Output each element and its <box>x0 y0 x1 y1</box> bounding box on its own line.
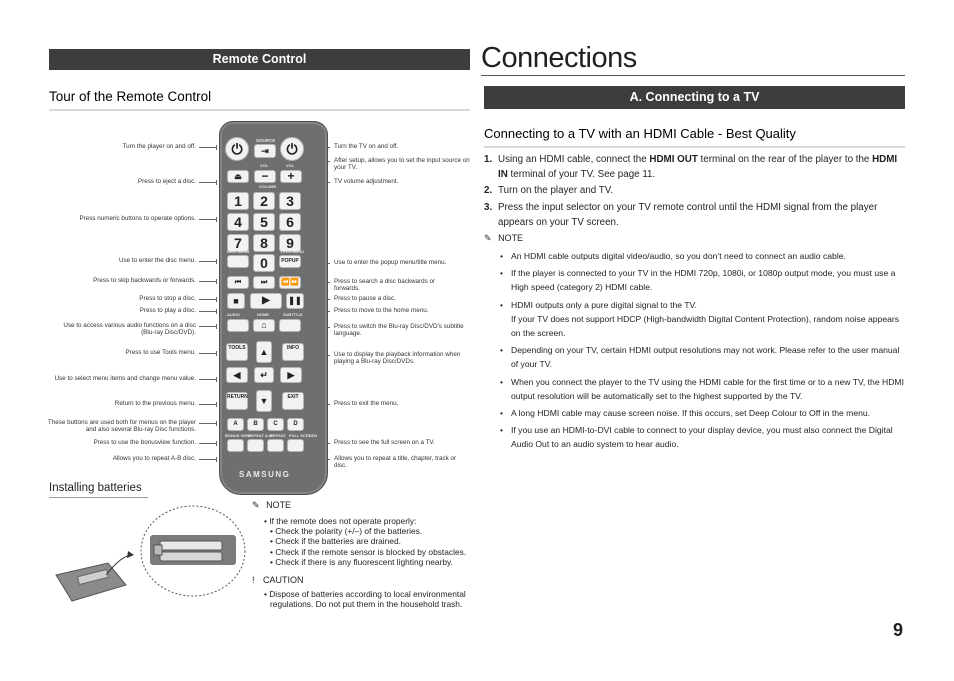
label-audio: Use to access various audio functions on a disc (Blu-ray Disc/DVD). <box>63 322 196 337</box>
note-text: When you connect the player to the TV using the HDMI cable for the first time or to a new TV, the HDMI output resolution will be automatically set to the highest supported by the TV. <box>511 376 904 401</box>
label-tv-power: Turn the TV on and off. <box>334 143 399 150</box>
label-source: After setup, allows you to set the input source on your TV. <box>334 157 470 172</box>
button-d: D <box>287 418 304 431</box>
step-text-part: Using an HDMI cable, connect the <box>498 154 650 165</box>
leader-line <box>199 147 217 148</box>
source-button: ⇥ <box>254 144 276 158</box>
label-search: Press to search a disc backwards or forwards. <box>334 278 436 293</box>
note-item: • If the player is connected to your TV in the HDMI 720p, 1080i, or 1080p output mode, you must use a High speed (category 2) HDMI cable. <box>500 266 906 294</box>
disc-menu-button <box>227 255 249 268</box>
subheading-rule <box>484 146 905 148</box>
volume-down-button: − <box>254 170 276 183</box>
leader-line <box>199 182 217 183</box>
note-text: An HDMI cable outputs digital video/audio, so you don’t need to connect an audio cable. <box>511 251 846 261</box>
full-screen-button <box>287 439 304 452</box>
eject-button: ⏏ <box>227 170 249 183</box>
hdmi-out-term: HDMI OUT <box>649 154 698 165</box>
label-power: Turn the player on and off. <box>122 143 196 150</box>
label-color-buttons: These buttons are used both for menus on the player and also several Blu-ray Disc functions. <box>47 419 196 434</box>
batteries-heading-rule <box>49 497 148 498</box>
repeat-button <box>267 439 284 452</box>
digit-6: 6 <box>279 213 301 231</box>
repeat-ab-label: REPEAT A-B <box>248 433 272 438</box>
bonusview-label: BONUS VIEW <box>225 433 251 438</box>
volume-label: VOLUME <box>259 184 277 189</box>
label-numeric: Press numeric buttons to operate options. <box>79 215 196 222</box>
note-text: HDMI outputs only a pure digital signal to the TV. <box>511 299 697 310</box>
hdmi-subheading: Connecting to a TV with an HDMI Cable - Best Quality <box>484 126 796 141</box>
audio-label: AUDIO <box>227 312 240 317</box>
step-text <box>498 152 905 182</box>
note-label: NOTE <box>498 233 524 243</box>
label-popup: Use to enter the popup menu/title menu. <box>334 259 447 266</box>
label-menu-select: Use to select menu items and change menu value. <box>54 375 196 382</box>
search-button: ⏪⏩ <box>279 276 301 289</box>
leader-line <box>199 281 217 282</box>
caution-line: regulations. Do not put them in the household trash. <box>270 599 463 610</box>
subtitle-label: SUBTITLE <box>283 312 303 317</box>
label-tools: Press to use Tools menu. <box>125 349 196 356</box>
up-arrow-button: ▲ <box>256 341 272 363</box>
digit-8: 8 <box>253 234 275 252</box>
batteries-note-list <box>264 516 474 567</box>
label-bonusview: Press to use the bonusview function. <box>93 439 196 446</box>
down-arrow-button: ▼ <box>256 390 272 412</box>
note-pencil-icon: ✎ <box>252 500 260 510</box>
step-1 <box>484 152 905 182</box>
note-pencil-icon: ✎ <box>484 233 492 243</box>
left-arrow-button: ◀ <box>226 367 248 383</box>
label-subtitle: Press to switch the Blu-ray Disc/DVD's subtitle language. <box>334 323 464 338</box>
note-item: • HDMI outputs only a pure digital signal to the TV. If your TV does not support HDCP (High-bandwidth Digital Content Protection), random noise appears on the screen. <box>500 298 906 341</box>
home-label: HOME <box>257 312 269 317</box>
page-number: 9 <box>893 620 904 640</box>
step-number: 3. <box>484 201 493 213</box>
skip-back-button: ⏮ <box>227 276 249 289</box>
leader-line <box>199 326 217 327</box>
tv-power-button: ⏻ <box>280 137 304 161</box>
batteries-heading: Installing batteries <box>49 482 142 494</box>
source-label: SOURCE <box>256 138 276 143</box>
connecting-section-bar <box>484 86 905 109</box>
remote-control-section-bar <box>49 49 470 70</box>
step-text-part: terminal of your TV. See page 11. <box>507 169 656 181</box>
digit-3: 3 <box>279 192 301 210</box>
vol-label-2: VOL <box>286 163 295 168</box>
leader-line <box>199 219 217 220</box>
note-line: • Check if the batteries are drained. <box>270 536 401 547</box>
step-number: 2. <box>484 185 493 197</box>
step-text-part: terminal on the rear of the player to the <box>697 154 873 165</box>
button-a: A <box>227 418 244 431</box>
note-text-extra: If your TV does not support HDCP (High-bandwidth Digital Content Protection), random noise appears on the screen. <box>511 313 900 339</box>
step-number: 1. <box>484 154 493 165</box>
zoom-circle <box>141 506 245 596</box>
hdmi-note-header <box>484 233 523 243</box>
batteries-note-header <box>252 500 291 510</box>
digit-4: 4 <box>227 213 249 231</box>
note-item: • A long HDMI cable may cause screen noise. If this occurs, set Deep Colour to Off in the menu. <box>500 406 906 420</box>
note-text: A long HDMI cable may cause screen noise. If this occurs, set Deep Colour to Off in the menu. <box>511 408 871 419</box>
digit-0: 0 <box>253 254 275 272</box>
tour-heading: Tour of the Remote Control <box>49 89 212 104</box>
digit-2: 2 <box>253 192 275 210</box>
player-power-button: ⏻ <box>225 137 249 161</box>
exit-button: EXIT <box>282 392 304 410</box>
leader-line <box>199 459 217 460</box>
bonusview-button <box>227 439 244 452</box>
play-button: ▶ <box>250 293 282 309</box>
caution-label: CAUTION <box>263 575 304 585</box>
section-bar-label: A. Connecting to a TV <box>629 90 760 104</box>
audio-button <box>227 319 249 332</box>
label-repeat: Allows you to repeat a title, chapter, track or disc. <box>334 455 457 470</box>
leader-line <box>199 299 217 300</box>
hdmi-in-term: HDMI IN <box>498 154 898 181</box>
repeat-ab-button <box>247 439 264 452</box>
step-text: Turn on the player and TV. <box>498 185 614 197</box>
label-disc-menu: Use to enter the disc menu. <box>118 257 196 264</box>
popup-button: POPUP <box>279 255 301 268</box>
note-item: • When you connect the player to the TV using the HDMI cable for the first time or to a new TV, the HDMI output resolution will be automatically set to the highest supported by the TV. <box>500 375 906 403</box>
stop-button: ■ <box>227 293 245 309</box>
leader-line <box>199 423 217 424</box>
enter-button: ↵ <box>254 367 274 383</box>
return-button: RETURN <box>226 392 248 410</box>
tools-button: TOOLS <box>226 343 248 361</box>
caution-line: • Dispose of batteries according to local environmental <box>264 589 466 599</box>
step-text: Press the input selector on your TV remote control until the HDMI signal from the player appears on your TV screen. <box>498 201 878 228</box>
label-eject: Press to eject a disc. <box>137 178 196 185</box>
volume-up-button: + <box>280 170 302 183</box>
right-arrow-button: ▶ <box>280 367 302 383</box>
label-skip: Press to skip backwards or forwards. <box>93 277 196 284</box>
label-return: Return to the previous menu. <box>114 400 196 407</box>
caution-icon: ! <box>252 575 255 585</box>
label-pause: Press to pause a disc. <box>334 295 396 302</box>
pause-button: ❚❚ <box>286 293 304 309</box>
leader-line <box>199 443 217 444</box>
vol-label: VOL <box>260 163 269 168</box>
label-volume: TV volume adjustment. <box>334 178 399 185</box>
label-play: Press to play a disc. <box>139 307 196 314</box>
note-item: • Depending on your TV, certain HDMI output resolutions may not work. Please refer to the user manual of your TV. <box>500 343 906 371</box>
steps-list <box>484 152 905 230</box>
note-item: • An HDMI cable outputs digital video/audio, so you don’t need to connect an audio cable. <box>500 249 906 263</box>
battery-drawing <box>48 505 248 605</box>
step-3 <box>484 200 905 230</box>
repeat-label: REPEAT <box>270 433 286 438</box>
label-info: Use to display the playback information when playing a Blu-ray Disc/DVDs. <box>334 351 461 366</box>
leader-line <box>199 261 217 262</box>
remote-control-illustration <box>219 121 328 495</box>
digit-9: 9 <box>279 234 301 252</box>
heading-rule <box>49 109 470 111</box>
label-home: Press to move to the home menu. <box>334 307 429 314</box>
battery-illustration <box>48 505 248 605</box>
note-text: If you use an HDMI-to-DVI cable to connect to your display device, you must also connect the Digital Audio Out to an audio system to hear audio. <box>511 425 893 450</box>
note-line: • If the remote does not operate properly: <box>264 516 417 526</box>
note-label: NOTE <box>266 500 292 510</box>
button-c: C <box>267 418 284 431</box>
leader-line <box>199 353 217 354</box>
full-screen-label: FULL SCREEN <box>289 433 317 438</box>
title-rule <box>481 75 905 76</box>
label-full-screen: Press to see the full screen on a TV. <box>334 439 435 446</box>
note-line: • Check if there is any fluorescent lighting nearby. <box>270 556 453 567</box>
leader-line <box>199 311 217 312</box>
button-b: B <box>247 418 264 431</box>
label-stop: Press to stop a disc. <box>139 295 196 302</box>
remote-back-sketch <box>56 551 134 601</box>
samsung-logo: SAMSUNG <box>239 470 291 479</box>
step-2 <box>484 183 905 198</box>
hdmi-notes-list <box>500 249 906 452</box>
note-line: • Check the polarity (+/–) of the batteries. <box>270 526 423 537</box>
label-exit: Press to exit the menu. <box>334 400 399 407</box>
skip-forward-button: ⏭ <box>253 276 275 289</box>
caution-list <box>264 589 474 609</box>
disc-menu-label: DISC MENU <box>227 249 250 254</box>
note-text: Depending on your TV, certain HDMI output resolutions may not work. Please refer to the user manual of your TV. <box>511 345 900 370</box>
note-text: If the player is connected to your TV in the HDMI 720p, 1080i, or 1080p output mode, you must use a High speed (category 2) HDMI cable. <box>511 268 896 293</box>
digit-1: 1 <box>227 192 249 210</box>
home-button: ⌂ <box>253 319 275 332</box>
note-line: • Check if the remote sensor is blocked by obstacles. <box>270 546 467 557</box>
leader-line <box>199 379 217 380</box>
title-menu-label: TITLE MENU <box>280 249 304 254</box>
caution-header <box>252 575 304 585</box>
info-button: INFO <box>282 343 304 361</box>
section-bar-label: Remote Control <box>212 52 307 66</box>
subtitle-button <box>279 319 301 332</box>
note-item: • If you use an HDMI-to-DVI cable to connect to your display device, you must also connect the Digital Audio Out to an audio system to hear audio. <box>500 423 906 451</box>
digit-5: 5 <box>253 213 275 231</box>
label-repeat-ab: Allows you to repeat A-B disc. <box>112 455 196 462</box>
leader-line <box>199 404 217 405</box>
page-title: Connections <box>481 42 637 74</box>
digit-7: 7 <box>227 234 249 252</box>
